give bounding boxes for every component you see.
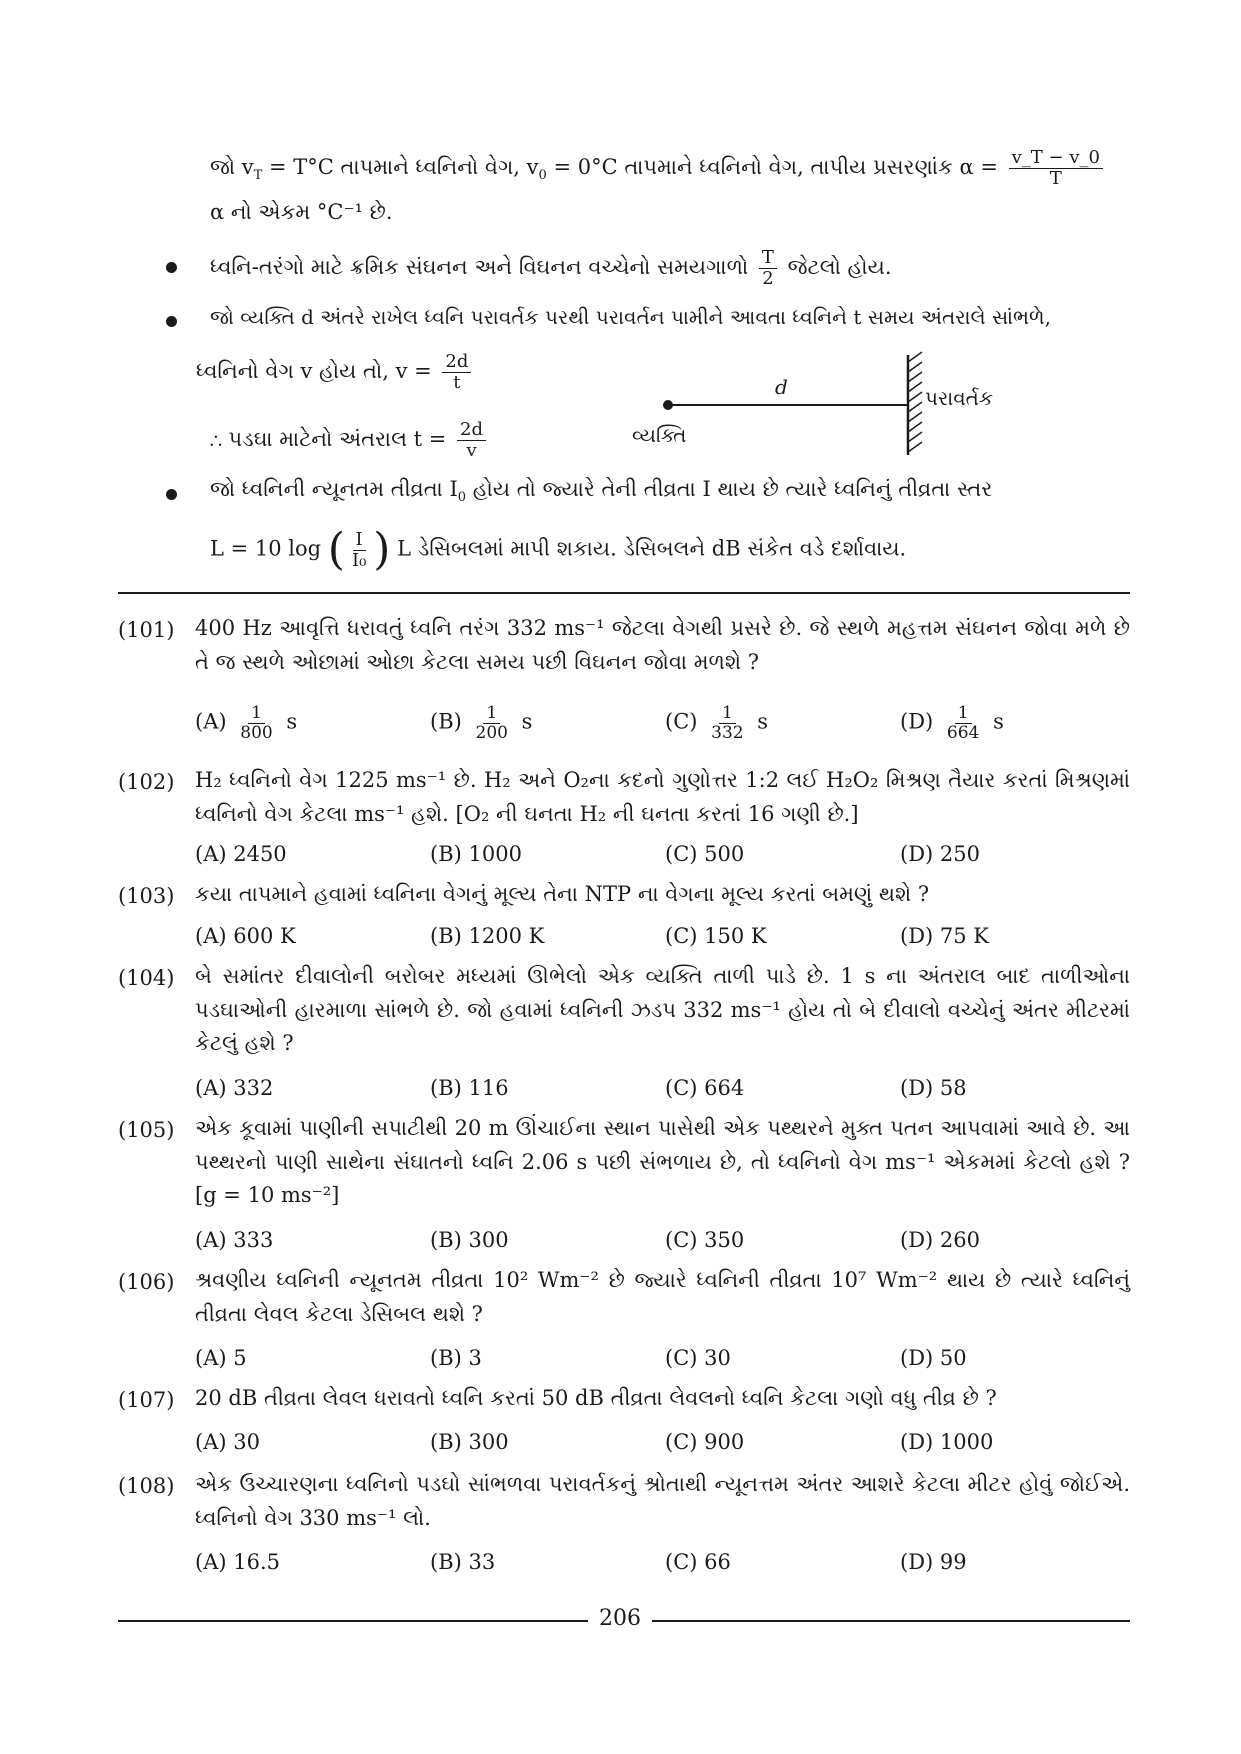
intensity-numerator: I — [353, 530, 366, 551]
fraction-numerator: 1 — [483, 704, 500, 724]
question-text: 20 dB તીવ્રતા લેવલ ધરાવતો ધ્વનિ કરતાં 50 dB તીવ્રતા લેવલનો ધ્વનિ કેટલા ગણો વધુ તીવ્ર છે ? — [195, 1386, 997, 1410]
bullet-1 — [210, 248, 892, 289]
option-b[interactable]: (B) 1000 — [430, 842, 522, 866]
option-b[interactable]: (B) 1200 K — [430, 924, 545, 948]
section-divider — [118, 592, 1130, 594]
option-label: (A) — [195, 709, 227, 734]
question-text: 400 Hz આવૃત્તિ ધરાવતું ધ્વનિ તરંગ 332 ms⁻¹ જેટલા વેગથી પ્રસરે છે. જે સ્થળે મહત્તમ સંઘનન જોવા મળે છે તે જ સ્થળે ઓછામાં ઓછા કેટલા સમય પછી વિઘનન જોવા મળશે ? — [195, 616, 1130, 674]
question-number: (101) — [118, 618, 175, 642]
question-number: (107) — [118, 1388, 175, 1412]
option-fraction — [708, 704, 746, 742]
diagram-distance-label: d — [775, 375, 788, 399]
option-unit: s — [286, 709, 298, 734]
formula-text-a: L = 10 log — [210, 536, 322, 561]
question-text: H₂ ધ્વનિનો વેગ 1225 ms⁻¹ છે. H₂ અને O₂ના કદનો ગુણોત્તર 1:2 લઈ H₂O₂ મિશ્રણ તૈયાર કરતાં મિશ્રણમાં ધ્વનિનો વેગ કેટલા ms⁻¹ હશે. [O₂ ની ઘનતા H₂ ની ઘનતા કરતાં 16 ગણી છે.] — [195, 768, 1130, 826]
option-label: (D) — [900, 709, 934, 734]
bullet-1-text-b: જેટલો હોય. — [787, 254, 892, 279]
option-unit: s — [993, 709, 1004, 734]
option-d[interactable]: (D) 75 K — [900, 924, 989, 948]
question-number: (103) — [118, 884, 175, 908]
alpha-numerator: v_T − v_0 — [1009, 148, 1103, 169]
option-d[interactable]: (D) 99 — [900, 1550, 967, 1574]
fraction-denominator: 332 — [711, 722, 744, 743]
question-number: (105) — [118, 1118, 175, 1142]
bullet-3 — [210, 477, 992, 506]
question-text: શ્રવણીય ધ્વનિની ન્યૂનતમ તીવ્રતા 10² Wm⁻² છે જ્યારે ધ્વનિની તીવ્રતા 10⁷ Wm⁻² થાય છે ત્યારે ધ્વનિનું તીવ્રતા લેવલ કેટલા ડેસિબલ થશે ? — [195, 1268, 1130, 1326]
option-b[interactable]: (B) 300 — [430, 1228, 509, 1252]
fraction-numerator: 1 — [719, 704, 736, 724]
intro-sub-0: 0 — [538, 167, 547, 183]
interval-numerator: 2d — [457, 420, 486, 441]
option-d[interactable] — [900, 704, 1004, 742]
interval-fraction — [457, 420, 486, 461]
diagram-person-label: વ્યક્તિ — [632, 423, 687, 447]
question-text: બે સમાંતર દીવાલોની બરોબર મધ્યમાં ઊભેલો એક વ્યક્તિ તાળી પાડે છે. 1 s ના અંતરાલ બાદ તાળીઓના પડઘાઓની હારમાળા સાંભળે છે. જો હવામાં ધ્વનિની ઝડપ 332 ms⁻¹ હોય તો બે દીવાલો વચ્ચેનું અંતર મીટરમાં કેટલું હશે ? — [195, 964, 1130, 1056]
option-a[interactable]: (A) 30 — [195, 1430, 260, 1454]
fraction-numerator: 1 — [955, 704, 972, 724]
option-d[interactable]: (D) 250 — [900, 842, 980, 866]
option-fraction — [473, 704, 511, 742]
fraction-denominator: 664 — [946, 722, 980, 743]
velocity-fraction — [442, 352, 471, 393]
bullet-3-text-b: હોય તો જ્યારે તેની તીવ્રતા I થાય છે ત્યારે ધ્વનિનું તીવ્રતા સ્તર — [466, 477, 993, 501]
option-b[interactable]: (B) 300 — [430, 1430, 509, 1454]
question-text: કયા તાપમાને હવામાં ધ્વનિના વેગનું મૂલ્ય તેના NTP ના વેગના મૂલ્ય કરતાં બમણું થશે ? — [195, 882, 930, 906]
option-d[interactable]: (D) 260 — [900, 1228, 980, 1252]
option-c[interactable]: (C) 900 — [665, 1430, 745, 1454]
fraction-numerator: 1 — [248, 704, 265, 724]
option-b[interactable]: (B) 3 — [430, 1346, 482, 1370]
bullet-3-text-a: જો ધ્વનિની ન્યૂનતમ તીવ્રતા I — [210, 477, 458, 501]
period-fraction — [759, 248, 777, 289]
interval-denominator: v — [466, 439, 477, 461]
option-a[interactable]: (A) 333 — [195, 1228, 274, 1252]
velocity-text: ધ્વનિનો વેગ v હોય તો, v = — [196, 358, 432, 383]
bullet-2-velocity — [196, 352, 475, 393]
option-a[interactable]: (A) 16.5 — [195, 1550, 280, 1574]
diagram-reflector-label: પરાવર્તક — [925, 386, 994, 410]
option-a[interactable]: (A) 5 — [195, 1346, 247, 1370]
question-number: (108) — [118, 1474, 175, 1498]
bullet-1-text-a: ધ્વનિ-તરંગો માટે ક્રમિક સંઘનન અને વિઘનન વચ્ચેનો સમયગાળો — [210, 254, 749, 279]
period-denominator: 2 — [762, 267, 774, 289]
option-a[interactable]: (A) 332 — [195, 1076, 274, 1100]
option-c[interactable] — [665, 704, 768, 742]
fraction-denominator: 800 — [240, 722, 273, 743]
option-d[interactable]: (D) 58 — [900, 1076, 967, 1100]
question-text: એક કૂવામાં પાણીની સપાટીથી 20 m ઊંચાઈના સ્થાન પાસેથી એક પથ્થરને મુક્ત પતન આપવામાં આવે છે. આ પથ્થરનો પાણી સાથેના સંઘાતનો ધ્વનિ 2.06 s પછી સંભળાય છે, તો ધ્વનિનો વેગ ms⁻¹ એકમમાં કેટલો હશે ? [g = 10 ms⁻²] — [195, 1116, 1130, 1208]
page-number: 206 — [599, 1606, 641, 1631]
bullet-icon — [166, 262, 177, 273]
echo-diagram — [650, 350, 950, 460]
bullet-2: જો વ્યક્તિ d અંતરે રાખેલ ધ્વનિ પરાવર્તક પરથી પરાવર્તન પામીને આવતા ધ્વનિને t સમય અંતરાલે સાંભળે, — [210, 305, 1051, 329]
option-unit: s — [757, 709, 769, 734]
intro-text-b: = T°C તાપમાને ધ્વનિનો વેગ, v — [262, 154, 539, 179]
option-c[interactable]: (C) 30 — [665, 1346, 731, 1370]
footer-rule-right — [652, 1620, 1130, 1622]
option-fraction — [237, 704, 275, 742]
option-b[interactable]: (B) 116 — [430, 1076, 509, 1100]
reflector-hatching — [908, 352, 922, 452]
formula-text-b: L ડેસિબલમાં માપી શકાય. ડેસિબલને dB સંકેત વડે દર્શાવાય. — [397, 536, 907, 561]
option-c[interactable]: (C) 66 — [665, 1550, 731, 1574]
intro-line-2: α નો એકમ °C⁻¹ છે. — [210, 200, 393, 224]
question-text: એક ઉચ્ચારણના ધ્વનિનો પડઘો સાંભળવા પરાવર્તકનું શ્રોતાથી ન્યૂનત્તમ અંતર આશરે કેટલા મીટર હોવું જોઈએ. ધ્વનિનો વેગ 330 ms⁻¹ લો. — [195, 1472, 1130, 1530]
option-b[interactable]: (B) 33 — [430, 1550, 496, 1574]
intro-sub-t: T — [253, 167, 263, 183]
alpha-denominator: T — [1049, 167, 1062, 189]
bullet-2-interval — [210, 420, 490, 461]
intensity-denominator: I₀ — [351, 549, 367, 571]
option-b[interactable] — [430, 704, 532, 742]
option-a[interactable] — [195, 704, 297, 742]
question-number: (106) — [118, 1270, 175, 1294]
bullet-icon — [166, 316, 177, 327]
option-d[interactable]: (D) 50 — [900, 1346, 967, 1370]
option-a[interactable]: (A) 2450 — [195, 842, 287, 866]
period-numerator: T — [759, 248, 777, 269]
option-label: (C) — [665, 709, 698, 734]
decibel-formula: L = 10 log ( $\frac{I}{\text{I₀}}$ ) L ડેસિબલમાં માપી શકાય. ડેસિબલને dB સંકેત વડે દર્શાવાય. — [210, 524, 907, 575]
option-unit: s — [521, 709, 533, 734]
option-c[interactable]: (C) 350 — [665, 1228, 745, 1252]
intensity-fraction — [349, 530, 369, 571]
bullet-3-sub: 0 — [457, 490, 467, 506]
interval-text: ∴ પડઘા માટેનો અંતરાલ t = — [210, 426, 447, 451]
intro-text-a: જો v — [210, 154, 254, 179]
intro-line-1 — [210, 148, 1107, 189]
option-label: (B) — [430, 709, 462, 734]
velocity-numerator: 2d — [442, 352, 471, 373]
option-d[interactable]: (D) 1000 — [900, 1430, 994, 1454]
option-c[interactable]: (C) 500 — [665, 842, 745, 866]
option-fraction — [944, 704, 982, 742]
option-a[interactable]: (A) 600 K — [195, 924, 296, 948]
option-c[interactable]: (C) 150 K — [665, 924, 767, 948]
bullet-icon — [166, 489, 177, 500]
fraction-denominator: 200 — [475, 722, 508, 743]
question-number: (102) — [118, 770, 175, 794]
intro-text-c: = 0°C તાપમાને ધ્વનિનો વેગ, તાપીય પ્રસરણાંક α = — [546, 154, 998, 179]
question-number: (104) — [118, 966, 175, 990]
footer-rule-left — [118, 1620, 588, 1622]
velocity-denominator: t — [453, 371, 461, 393]
alpha-fraction — [1009, 148, 1103, 189]
option-c[interactable]: (C) 664 — [665, 1076, 745, 1100]
